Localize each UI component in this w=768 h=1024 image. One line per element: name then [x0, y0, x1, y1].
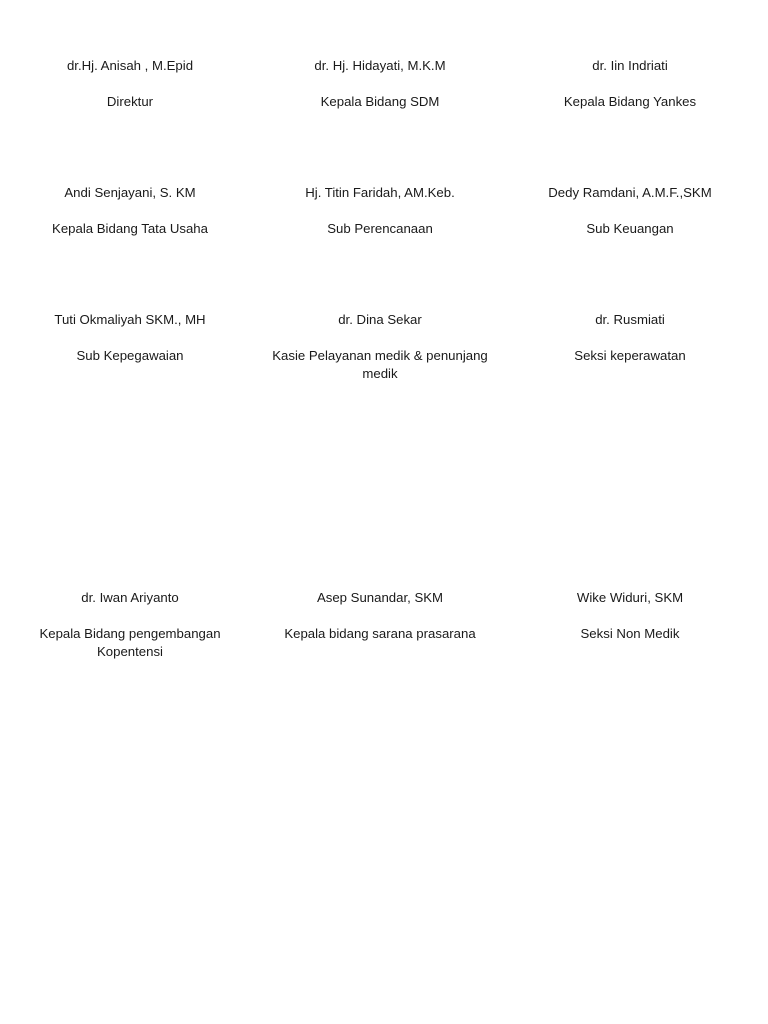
staff-position: Sub Keuangan: [586, 221, 674, 236]
staff-card-kepala-yankes: [510, 57, 750, 111]
staff-position: Sub Kepegawaian: [76, 348, 184, 363]
staff-position: Seksi Non Medik: [580, 626, 680, 641]
staff-card-sub-kepegawaian: [10, 311, 250, 365]
staff-name: dr. Dina Sekar: [338, 312, 422, 327]
staff-position: Kepala Bidang Yankes: [563, 94, 697, 109]
staff-name: Asep Sunandar, SKM: [316, 590, 444, 605]
staff-position: Sub Perencanaan: [327, 221, 433, 236]
staff-position: Kepala Bidang pengembangan Kopentensi: [39, 626, 221, 659]
staff-name: Wike Widuri, SKM: [576, 590, 684, 605]
staff-position: Kepala Bidang Tata Usaha: [52, 221, 208, 236]
staff-name: dr. Rusmiati: [595, 312, 665, 327]
staff-card-seksi-non-medik: [510, 589, 750, 643]
staff-card-kepala-tata-usaha: [10, 184, 250, 238]
staff-card-direktur: [10, 57, 250, 111]
staff-card-sub-keuangan: [510, 184, 750, 238]
staff-name: Dedy Ramdani, A.M.F.,SKM: [548, 185, 712, 200]
staff-name: dr.Hj. Anisah , M.Epid: [66, 58, 194, 73]
staff-card-kasie-pelayanan-medik: [260, 311, 500, 383]
staff-name: Andi Senjayani, S. KM: [64, 185, 196, 200]
staff-name: dr. Iin Indriati: [592, 58, 668, 73]
staff-position: Direktur: [106, 94, 154, 109]
staff-name: Tuti Okmaliyah SKM., MH: [54, 312, 206, 327]
staff-card-kepala-sdm: [260, 57, 500, 111]
staff-card-kepala-sarana: [260, 589, 500, 643]
staff-position: Seksi keperawatan: [574, 348, 686, 363]
staff-name: dr. Hj. Hidayati, M.K.M: [314, 58, 446, 73]
staff-position: Kasie Pelayanan medik & penunjang medik: [272, 348, 488, 381]
staff-card-kepala-pengembangan: [20, 589, 240, 661]
staff-position: Kepala Bidang SDM: [320, 94, 440, 109]
staff-card-seksi-keperawatan: [510, 311, 750, 365]
staff-position: Kepala bidang sarana prasarana: [284, 626, 476, 641]
staff-name: Hj. Titin Faridah, AM.Keb.: [305, 185, 455, 200]
staff-name: dr. Iwan Ariyanto: [81, 590, 179, 605]
staff-card-sub-perencanaan: [260, 184, 500, 238]
